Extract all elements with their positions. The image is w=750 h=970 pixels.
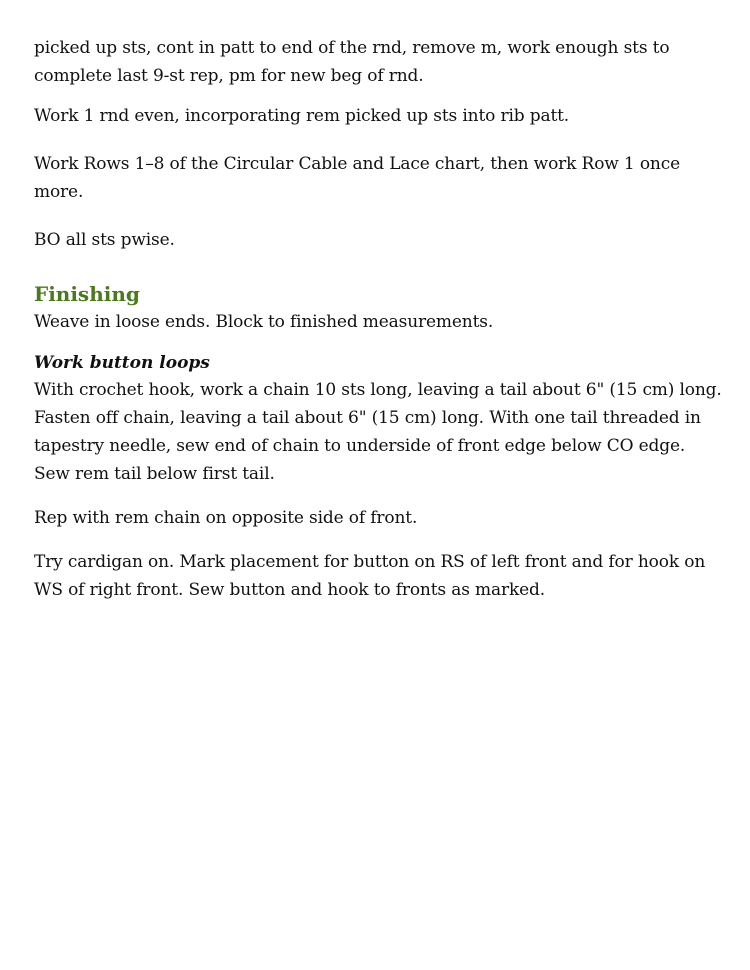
document-page [34,34,724,604]
paragraph-picked-up-sts: picked up sts, cont in patt to end of the rnd, remove m, work enough sts to complete last 9-st rep, pm for new beg of rnd. [34,38,670,86]
paragraph-bind-off: BO all sts pwise. [34,230,175,250]
button-loops-instructions: With crochet hook, work a chain 10 sts long, leaving a tail about 6" (15 cm) long. Fasten off chain, leaving a tail about 6" (15 cm) long. With one tail threaded in tapestry needle, sew end of chain to underside of front edge below CO edge. Sew rem tail below first tail. [34,380,722,484]
button-placement-instructions: Try cardigan on. Mark placement for button on RS of left front and for hook on WS of right front. Sew button and hook to fronts as marked. [34,552,706,600]
paragraph-chart-rows: Work Rows 1–8 of the Circular Cable and Lace chart, then work Row 1 once more. [34,154,681,202]
paragraph-work-rnd-even: Work 1 rnd even, incorporating rem picked up sts into rib patt. [34,106,570,126]
finishing-heading: Finishing [34,282,140,306]
finishing-text: Weave in loose ends. Block to finished measurements. [34,312,494,332]
button-loops-repeat: Rep with rem chain on opposite side of front. [34,508,418,528]
button-loops-heading: Work button loops [34,353,210,373]
